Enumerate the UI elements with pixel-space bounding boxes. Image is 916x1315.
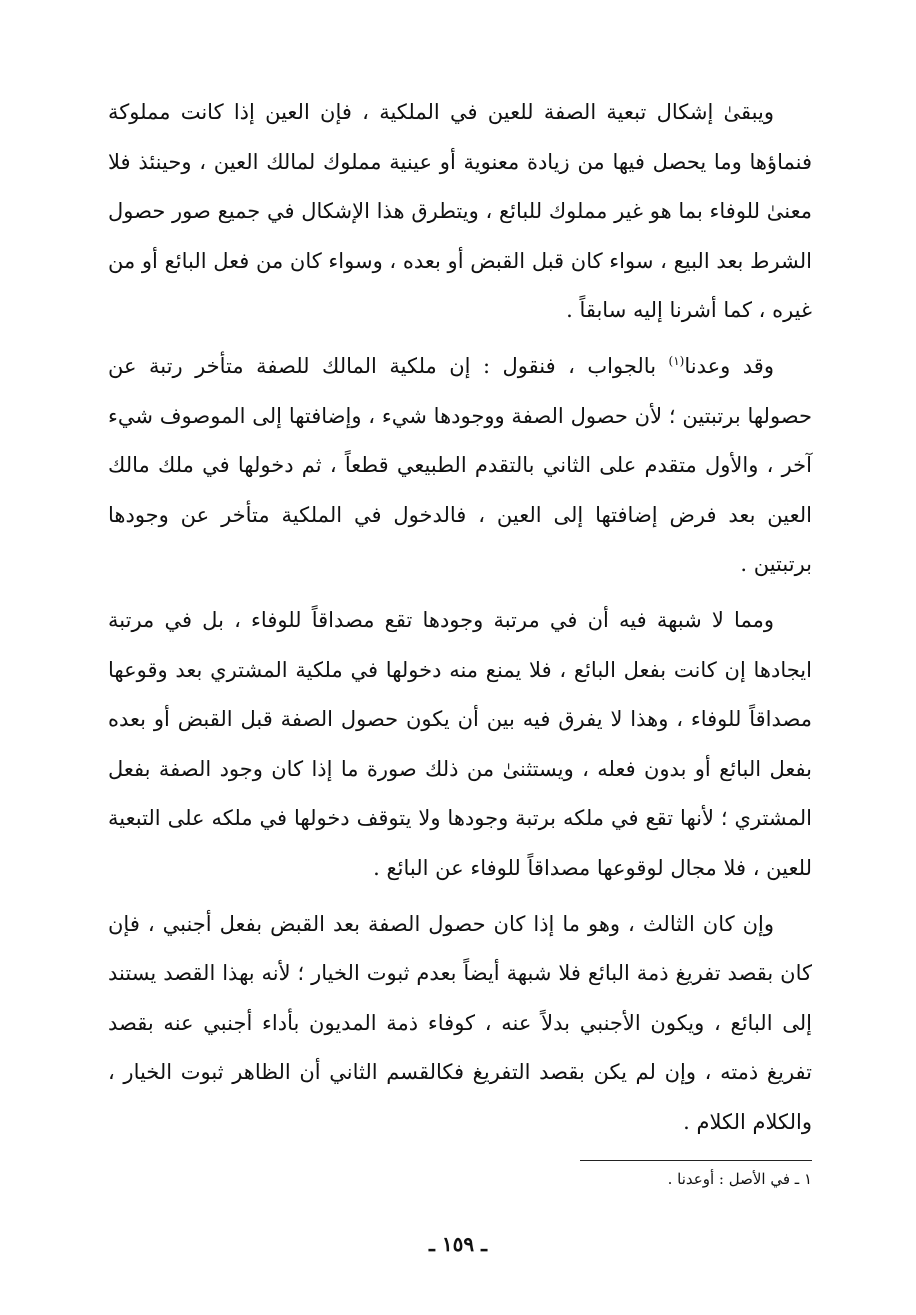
paragraph-2-text-start: وقد وعدنا <box>684 353 774 378</box>
paragraph-4-text: وإن كان الثالث ، وهو ما إذا كان حصول الصفة بعد القبض بفعل أجنبي ، فإن كان بقصد تفريغ ذمة البائع فلا شبهة أيضاً بعدم ثبوت الخيار ؛ لأنه بهذا القصد يستند إلى البائع ، ويكون الأجنبي بدلاً عنه ، كوفاء ذمة المديون بأداء أجنبي عنه بقصد تفريغ ذمته ، وإن لم يكن بقصد التفريغ فكالقسم الثاني أن الظاهر ثبوت الخيار ، والكلام الكلام . <box>108 911 812 1134</box>
paragraph-4 <box>108 900 812 1148</box>
page-number: ـ ١٥٩ ـ <box>429 1232 487 1256</box>
main-text <box>108 88 812 1153</box>
paragraph-2 <box>108 342 812 590</box>
paragraph-2-text-end: بالجواب ، فنقول : إن ملكية المالك للصفة متأخر رتبة عن حصولها برتبتين ؛ لأن حصول الصفة ووجودها شيء ، وإضافتها إلى الموصوف شيء آخر ، والأول متقدم على الثاني بالتقدم الطبيعي قطعاً ، ثم دخولها في ملك مالك العين بعد فرض إضافتها إلى العين ، فالدخول في الملكية متأخر عن وجودها برتبتين . <box>108 353 812 577</box>
paragraph-3-text: ومما لا شبهة فيه أن في مرتبة وجودها تقع مصداقاً للوفاء ، بل في مرتبة ايجادها إن كانت بفعل البائع ، فلا يمنع منه دخولها في ملكية المشتري بعد وقوعها مصداقاً للوفاء ، وهذا لا يفرق فيه بين أن يكون حصول الصفة قبل القبض أو بعده بفعل البائع أو بدون فعله ، ويستثنىٰ من ذلك صورة ما إذا كان وجود الصفة بفعل المشتري ؛ لأنها تقع في ملكه برتبة وجودها ولا يتوقف دخولها في ملكه على التبعية للعين ، فلا مجال لوقوعها مصداقاً للوفاء عن البائع . <box>108 607 812 880</box>
paragraph-1-text: ويبقىٰ إشكال تبعية الصفة للعين في الملكية ، فإن العين إذا كانت مملوكة فنماؤها وما يحصل فيها من زيادة معنوية أو عينية مملوك لمالك العين ، وحينئذ فلا معنىٰ للوفاء بما هو غير مملوك للبائع ، ويتطرق هذا الإشكال في جميع صور حصول الشرط بعد البيع ، سواء كان قبل القبض أو بعده ، وسواء كان من فعل البائع أو من غيره ، كما أشرنا إليه سابقاً . <box>108 100 812 323</box>
paragraph-3 <box>108 596 812 894</box>
footnote: ١ ـ في الأصل : أوعدنا . <box>667 1170 812 1188</box>
footnote-divider <box>580 1160 812 1161</box>
footnote-reference[interactable]: (١) <box>668 353 685 368</box>
paragraph-1 <box>108 88 812 336</box>
